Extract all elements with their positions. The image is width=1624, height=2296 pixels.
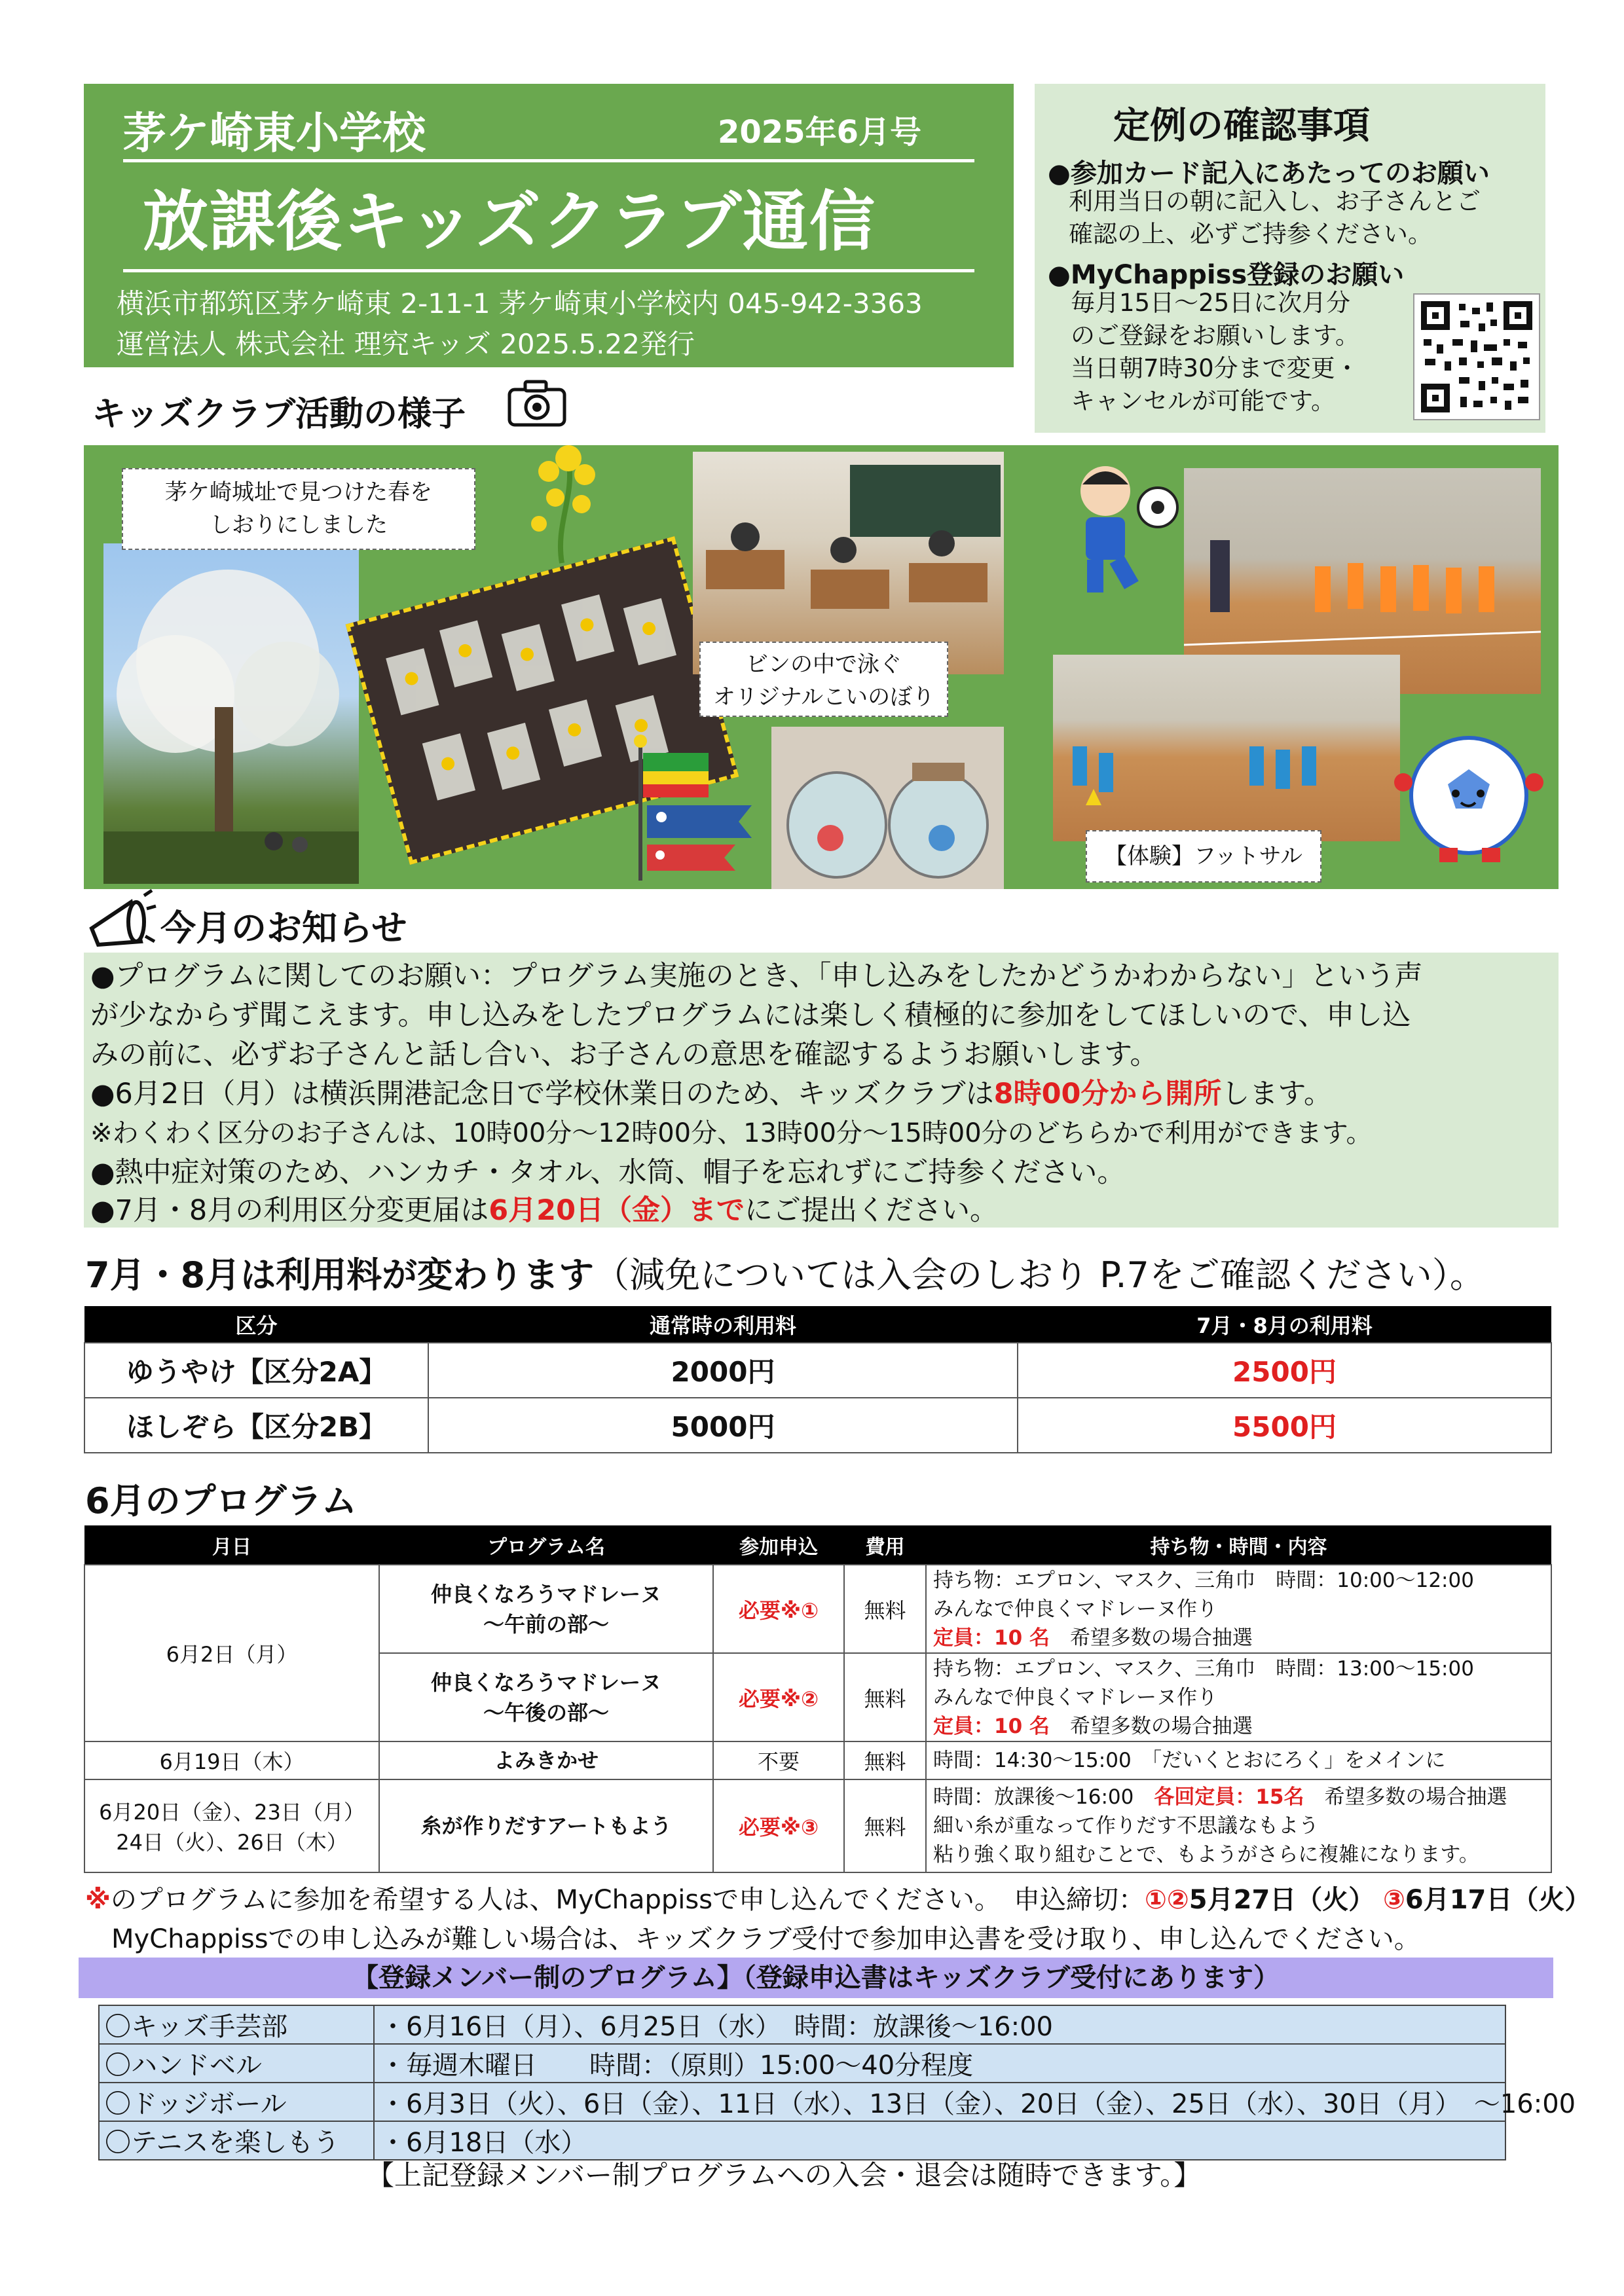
detail-line: 持ち物：エプロン、マスク、三角巾 時間：13:00～15:00 [933,1656,1474,1681]
capacity-label: 定員：10 名 [933,1626,1050,1650]
fee-category: ほしぞら【区分2B】 [84,1398,428,1453]
notes-item1-line: 確認の上、必ずご持参ください。 [1069,220,1432,248]
table-row [84,1741,1551,1779]
program-detail [926,1565,1551,1653]
notice-text: ●熱中症対策のため、ハンカチ・タオル、水筒、帽子を忘れずにご持参ください。 [90,1156,1126,1189]
notice-box [84,953,1559,1228]
capacity-label: 定員：10 名 [933,1714,1050,1738]
date-line: 6月20日（金）、23日（月） [99,1800,365,1825]
table-header: 費用 [844,1525,926,1565]
notice-title: 今月のお知らせ [160,907,407,949]
program-fee: 無料 [844,1779,926,1872]
member-program-detail: ・6月16日（月）、6月25日（水） 時間：放課後～16:00 [374,2005,1505,2044]
program-name-line: 仲良くなろうマドレーヌ [430,1669,661,1695]
program-name: よみきかせ [379,1741,713,1779]
program-date: 6月2日（月） [84,1565,379,1741]
detail-line: みんなで仲良くマドレーヌ作り [933,1597,1217,1621]
notes-item1-heading: ●参加カード記入にあたってのお願い [1048,158,1490,189]
notes-item2-heading: ●MyChappiss登録のお願い [1048,260,1405,290]
activity-photo-panel [84,445,1559,889]
table-header: 通常時の利用料 [428,1306,1018,1343]
notice-text [90,1188,998,1228]
table-row [99,2044,1505,2083]
newsletter-title: 放課後キッズクラブ通信 [143,183,876,260]
camera-icon [506,376,568,429]
deadline-date: 6月17日（火） [1405,1885,1591,1915]
table-header-row [84,1306,1551,1343]
notes-item2-line: 当日朝7時30分まで変更・ [1071,354,1359,382]
notes-item2-line: 毎月15日～25日に次月分 [1071,289,1351,317]
notice-text: ※わくわく区分のお子さんは、10時00分～12時00分、13時00分～15時00分のどちらかで利用ができます。 [90,1118,1373,1148]
table-row [84,1565,1551,1653]
activity-title: キッズクラブ活動の様子 [92,395,466,434]
table-header: プログラム名 [379,1525,713,1565]
member-note: 【上記登録メンバー制プログラムへの入会・退会は随時できます。】 [367,2159,1202,2191]
fee-table [84,1306,1552,1453]
detail-line: 持ち物：エプロン、マスク、三角巾 時間：10:00～12:00 [933,1568,1474,1592]
futsal-caption: 【体験】フットサル [1086,830,1321,883]
soccer-player-icon [1060,458,1184,609]
notice-text: が少なからず聞こえます。申し込みをしたプログラムには楽しく積極的に参加をしてほしいので、申し込 [90,999,1411,1032]
operator: 運営法人 株式会社 理究キッズ 2025.5.22発行 [117,328,695,360]
member-program-detail: ・6月3日（火）、6日（金）、11日（水）、13日（金）、20日（金）、25日（水）、30日（月） ～16:00 [374,2083,1505,2121]
koinobori-caption [699,642,948,717]
program-date [84,1779,379,1872]
member-program-name: 〇ドッジボール [99,2083,374,2121]
program-apply: 必要※③ [713,1779,844,1872]
program-fee: 無料 [844,1565,926,1653]
table-header: 月日 [84,1525,379,1565]
table-header-row [84,1525,1551,1565]
detail-line [933,1624,1551,1652]
caption-line: しおりにしました [210,512,388,538]
bookmark-caption [122,468,475,550]
megaphone-icon [79,889,157,961]
table-row [84,1398,1551,1453]
newsletter-header [84,84,1014,367]
table-row [99,2083,1505,2121]
fee-summer: 2500円 [1018,1343,1551,1398]
detail-text: 希望多数の場合抽選 [1049,1714,1253,1738]
table-row [84,1779,1551,1872]
notice-text [90,1072,1332,1112]
program-name-line: ～午後の部～ [483,1700,609,1725]
capacity-label: 各回定員：15名 [1154,1785,1304,1809]
divider [123,159,974,162]
caption-line: ビンの中で泳ぐ [746,651,902,678]
detail-line [933,1712,1551,1741]
table-row [99,2005,1505,2044]
program-footnote [85,1879,1591,1916]
program-detail [926,1779,1551,1872]
notes-item2-line: キャンセルが可能です。 [1071,387,1336,415]
rapeseed-flower-icon [477,432,647,570]
fee-normal: 2000円 [428,1343,1018,1398]
detail-line: 細い糸が重なって作りだす不思議なもよう [933,1814,1319,1838]
notice-text: ●プログラムに関してのお願い：プログラム実施のとき、「申し込みをしたかどうかわからない」という声 [90,960,1423,993]
program-apply: 必要※② [713,1653,844,1741]
footnote-mark: ※ [85,1885,111,1915]
program-title: 6月のプログラム [85,1480,358,1522]
program-name-line: ～午前の部～ [483,1611,609,1637]
detail-text: 時間：放課後～16:00 [933,1785,1154,1809]
qr-code[interactable] [1414,295,1539,419]
program-name-line: 仲良くなろうマドレーヌ [430,1581,661,1607]
divider [123,269,974,272]
detail-line: 粘り強く取り組むことで、もようがさらに複雑になります。 [933,1843,1479,1867]
table-row [84,1343,1551,1398]
fee-normal: 5000円 [428,1398,1018,1453]
footnote-text: のプログラムに参加を希望する人は、MyChappissで申し込んでください。 申込締切： [110,1885,1145,1915]
notice-text-part: します。 [1221,1078,1332,1110]
member-program-table [98,2005,1576,2160]
koinobori-icon [621,733,791,884]
regular-notes-box [1035,84,1545,433]
detail-text: 希望多数の場合抽選 [1049,1626,1253,1650]
detail-text: 希望多数の場合抽選 [1304,1785,1507,1809]
program-date: 6月19日（木） [84,1741,379,1779]
cherry-tree-photo [103,543,359,884]
fee-summer: 5500円 [1018,1398,1551,1453]
table-header: 7月・8月の利用料 [1018,1306,1551,1343]
address: 横浜市都筑区茅ケ崎東 2-11-1 茅ケ崎東小学校内 045-942-3363 [117,287,923,319]
footnote-mark: ①② [1145,1885,1189,1915]
date-line: 24日（火）、26日（木） [116,1830,348,1855]
notice-highlight: 6月20日（金）まで [489,1194,745,1227]
notes-title: 定例の確認事項 [1113,105,1370,147]
soccer-ball-character-icon [1377,720,1554,871]
classroom-photo [693,452,1004,674]
issue-label: 2025年6月号 [718,114,921,151]
member-program-name: 〇キッズ手芸部 [99,2005,374,2044]
fee-title-bold: 7月・8月は利用料が変わります [85,1254,595,1296]
futsal-photo-2 [1053,655,1400,841]
member-program-name: 〇ハンドベル [99,2044,374,2083]
program-table [84,1525,1552,1873]
detail-line [933,1783,1551,1812]
program-footnote: MyChappissでの申し込みが難しい場合は、キッズクラブ受付で参加申込書を受け取り、申し込んでください。 [111,1924,1420,1954]
jar-photo [771,727,1004,889]
program-name: 糸が作りだすアートもよう [379,1779,713,1872]
member-program-detail: ・毎週木曜日 時間：（原則）15:00～40分程度 [374,2044,1505,2083]
table-header: 区分 [84,1306,428,1343]
footnote-mark: ③ [1383,1885,1405,1915]
fee-title [85,1247,1485,1298]
program-name [379,1565,713,1653]
fee-category: ゆうやけ【区分2A】 [84,1343,428,1398]
notice-text-part: ●6月2日（月）は横浜開港記念日で学校休業日のため、キッズクラブは [90,1078,994,1110]
table-header: 持ち物・時間・内容 [926,1525,1551,1565]
member-program-detail: ・6月18日（水） [374,2121,1505,2160]
member-program-name: 〇テニスを楽しもう [99,2121,374,2160]
table-header: 参加申込 [713,1525,844,1565]
school-name: 茅ケ崎東小学校 [123,108,426,158]
program-fee: 無料 [844,1741,926,1779]
program-detail: 時間：14:30～15:00 「だいくとおにろく」をメインに [926,1741,1551,1779]
detail-line: みんなで仲良くマドレーヌ作り [933,1685,1217,1709]
caption-line: オリジナルこいのぼり [712,684,935,710]
deadline-date: 5月27日（火） [1189,1885,1375,1915]
program-name [379,1653,713,1741]
program-apply: 不要 [713,1741,844,1779]
program-detail [926,1653,1551,1741]
notes-item2-line: のご登録をお願いします。 [1071,321,1360,350]
member-program-bar: 【登録メンバー制のプログラム】（登録申込書はキッズクラブ受付にあります） [79,1958,1553,1998]
notice-highlight: 8時00分から開所 [993,1078,1222,1110]
notes-item1-line: 利用当日の朝に記入し、お子さんとご [1069,187,1481,215]
notice-text: みの前に、必ずお子さんと話し合い、お子さんの意思を確認するようお願いします。 [90,1038,1158,1071]
fee-title-rest: （減免については入会のしおり P.7をご確認ください）。 [594,1254,1485,1296]
program-apply: 必要※① [713,1565,844,1653]
caption-line: 茅ケ崎城址で見つけた春を [165,479,432,505]
program-fee: 無料 [844,1653,926,1741]
notice-text-part: ●7月・8月の利用区分変更届は [90,1194,489,1227]
notice-text-part: にご提出ください。 [745,1194,999,1227]
